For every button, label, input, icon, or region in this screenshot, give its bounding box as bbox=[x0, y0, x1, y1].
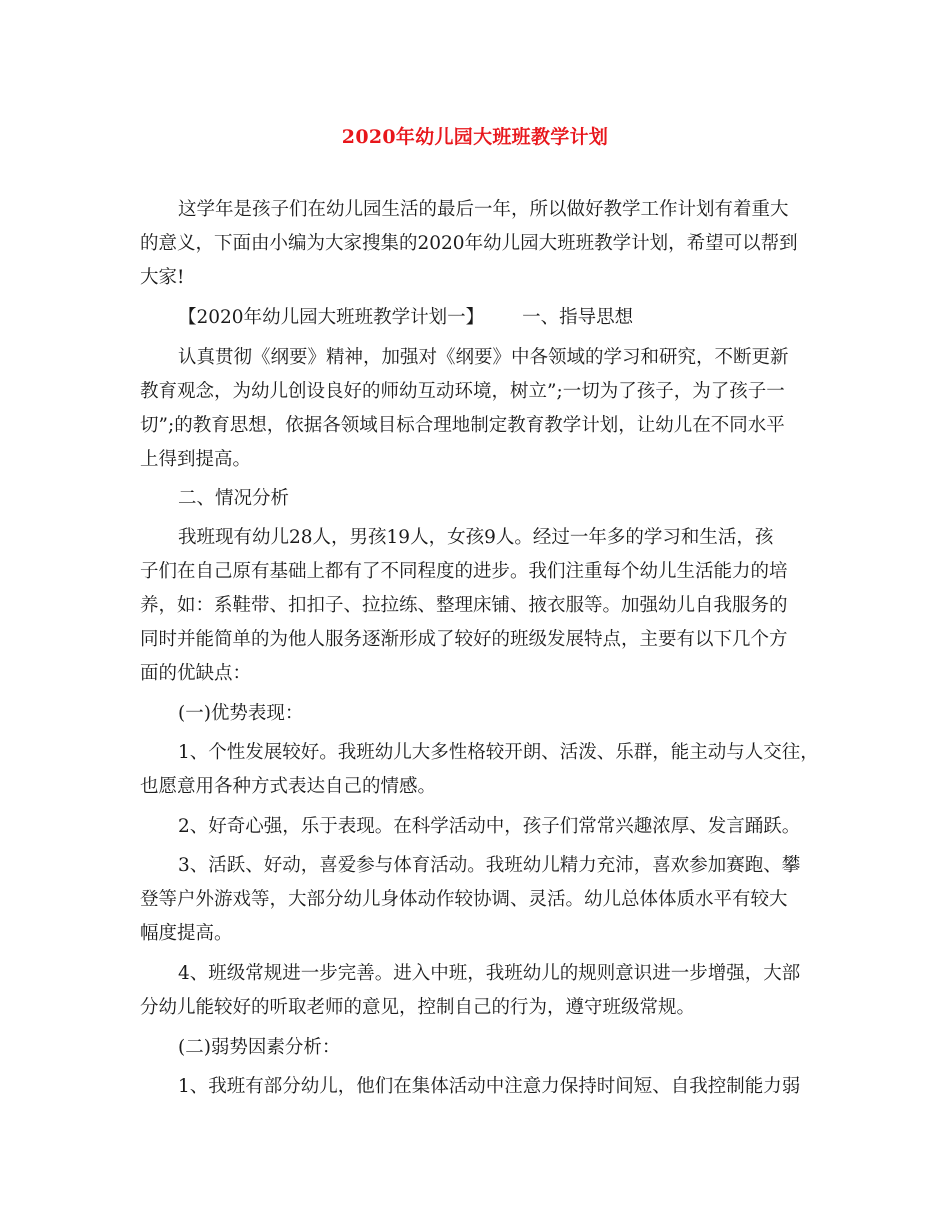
section-heading-line bbox=[178, 305, 633, 331]
paragraph-line: 2、好奇心强，乐于表现。在科学活动中，孩子们常常兴趣浓厚、发言踊跃。 bbox=[178, 816, 801, 837]
section-heading: 一、指导思想 bbox=[522, 307, 634, 328]
subsection-heading: (一)优势表现： bbox=[178, 703, 304, 724]
paragraph-line: 分幼儿能较好的听取老师的意见，控制自己的行为，遵守班级常规。 bbox=[140, 997, 696, 1018]
paragraph-line: 子们在自己原有基础上都有了不同程度的进步。我们注重每个幼儿生活能力的培 bbox=[140, 561, 788, 582]
paragraph-line: 大家! bbox=[140, 267, 185, 288]
paragraph-line: 同时并能简单的为他人服务逐渐形成了较好的班级发展特点，主要有以下几个方 bbox=[140, 629, 788, 650]
paragraph-line: 认真贯彻《纲要》精神，加强对《纲要》中各领域的学习和研究，不断更新 bbox=[178, 347, 789, 368]
paragraph-line: 也愿意用各种方式表达自己的情感。 bbox=[140, 776, 437, 797]
paragraph-line: 教育观念，为幼儿创设良好的师幼互动环境，树立”;一切为了孩子，为了孩子一 bbox=[140, 381, 785, 402]
paragraph-line: 我班现有幼儿28人，男孩19人，女孩9人。经过一年多的学习和生活，孩 bbox=[178, 527, 774, 548]
paragraph-line: 的意义，下面由小编为大家搜集的2020年幼儿园大班班教学计划，希望可以帮到 bbox=[140, 233, 798, 254]
plan-heading: 【2020年幼儿园大班班教学计划一】 bbox=[178, 307, 485, 328]
paragraph-line: 幅度提高。 bbox=[140, 923, 233, 944]
paragraph-line: 养，如：系鞋带、扣扣子、拉拉练、整理床铺、掖衣服等。加强幼儿自我服务的 bbox=[140, 595, 788, 616]
paragraph-line: 这学年是孩子们在幼儿园生活的最后一年，所以做好教学工作计划有着重大 bbox=[178, 199, 789, 220]
paragraph-line: 1、个性发展较好。我班幼儿大多性格较开朗、活泼、乐群，能主动与人交往， bbox=[178, 742, 819, 763]
document-title: 2020年幼儿园大班班教学计划 bbox=[341, 126, 609, 148]
subsection-heading: (二)弱势因素分析： bbox=[178, 1037, 341, 1058]
paragraph-line: 登等户外游戏等，大部分幼儿身体动作较协调、灵活。幼儿总体体质水平有较大 bbox=[140, 889, 788, 910]
paragraph-line: 4、班级常规进一步完善。进入中班，我班幼儿的规则意识进一步增强，大部 bbox=[178, 963, 801, 984]
paragraph-line: 1、我班有部分幼儿，他们在集体活动中注意力保持时间短、自我控制能力弱 bbox=[178, 1076, 801, 1097]
section-heading: 二、情况分析 bbox=[178, 488, 290, 509]
paragraph-line: 面的优缺点： bbox=[140, 663, 252, 684]
paragraph-line: 3、活跃、好动，喜爱参与体育活动。我班幼儿精力充沛，喜欢参加赛跑、攀 bbox=[178, 855, 801, 876]
paragraph-line: 上得到提高。 bbox=[140, 449, 252, 470]
paragraph-line: 切”;的教育思想，依据各领域目标合理地制定教育教学计划，让幼儿在不同水平 bbox=[140, 415, 785, 436]
